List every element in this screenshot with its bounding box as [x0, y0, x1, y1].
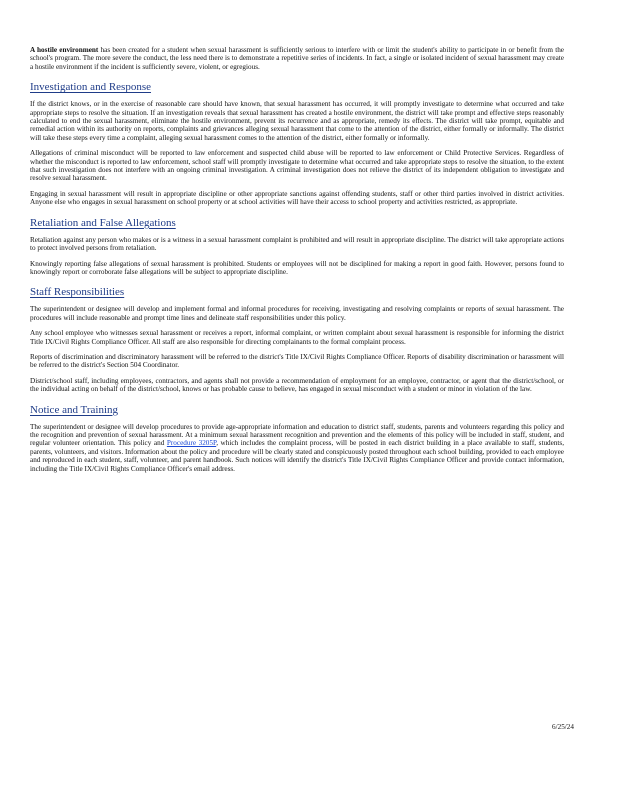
- section-heading-retaliation: [30, 217, 564, 229]
- document-page: [30, 46, 564, 480]
- staff-paragraph-2: Any school employee who witnesses sexual harassment or receives a report, informal complaint, or written complaint about sexual harassment is responsible for informing the district Title IX/Civil Rights Compliance Officer. All staff are also responsible for directing complainants to the formal complaint process.: [30, 329, 564, 346]
- page-date-footer: 6/25/24: [552, 723, 574, 731]
- investigation-heading-text: Investigation and Response: [30, 81, 151, 94]
- retaliation-paragraph-1: Retaliation against any person who makes or is a witness in a sexual harassment complaint is prohibited and will result in appropriate discipline. The district will take appropriate actions to protect involved persons from retaliation.: [30, 235, 564, 253]
- intro-text: has been created for a student when sexual harassment is sufficiently serious to interfere with or limit the student's ability to participate in or benefit from the school's program. The more severe the conduct, the less need there is to demonstrate a repetitive series of incidents. In fact, a single or isolated incident of sexual harassment may create a hostile environment if the incident is sufficiently severe, violent, or egregious.: [30, 46, 564, 71]
- intro-paragraph: [30, 46, 564, 71]
- intro-bold-term: A hostile environment: [30, 46, 99, 54]
- investigation-paragraph-1: If the district knows, or in the exercise of reasonable care should have known, that sexual harassment has occurred, it will promptly investigate to determine what occurred and take appropriate steps to resolve the situation. If an investigation reveals that sexual harassment has created a hostile environment, the district will take prompt and effective steps reasonably calculated to end the sexual harassment, eliminate the hostile environment, prevent its recurrence and as appropriate, remedy its effects. The district will take prompt, equitable and remedial action within its authority on reports, complaints and grievances alleging sexual harassment that come to the attention of the district, either formally or informally. The district will take these steps every time a complaint, alleging sexual harassment comes to the attention of the district, either formally or informally.: [30, 100, 564, 142]
- section-heading-notice: [30, 404, 564, 416]
- staff-heading-text: Staff Responsibilities: [30, 286, 125, 299]
- staff-paragraph-4: District/school staff, including employees, contractors, and agents shall not provide a recommendation of employment for an employee, contractor, or agent that the district/school, or the individual acting on behalf of the district/school, knows or has probable cause to believe, has engaged in sexual misconduct with a student or minor in violation of the law.: [30, 376, 564, 394]
- notice-heading-text: Notice and Training: [30, 403, 118, 416]
- investigation-paragraph-2: Allegations of criminal misconduct will be reported to law enforcement and suspected child abuse will be reported to law enforcement or Child Protective Services. Regardless of whether the misconduct is reported to law enforcement, school staff will promptly investigate to determine what occurred and take appropriate steps to resolve the situation, to the extent that such investigation does not interfere with an ongoing criminal investigation. A criminal investigation does not relieve the district of its independent obligation to investigate and resolve sexual harassment.: [30, 149, 564, 183]
- section-heading-investigation: [30, 81, 564, 93]
- staff-paragraph-3: Reports of discrimination and discriminatory harassment will be referred to the district's Title IX/Civil Rights Compliance Officer. Reports of disability discrimination or harassment will be referred to the district's Section 504 Coordinator.: [30, 352, 564, 370]
- section-heading-staff: [30, 286, 564, 298]
- retaliation-heading-text: Retaliation and False Allegations: [30, 216, 176, 229]
- notice-text-part-2: , which includes the complaint process, will be posted in each district building in a place available to staff, students, parents, volunteers, and visitors. Information about the policy and procedure will be clearly stated and conspicuously posted throughout each school building, provided to each employee and reproduced in each student, staff, volunteer, and parent handbook. Such notices will identify the district's Title IX/Civil Rights Compliance Officer and provide contact information, including the Title IX/Civil Rights Compliance Officer's email address.: [30, 439, 565, 473]
- staff-paragraph-1: The superintendent or designee will develop and implement formal and informal procedures for receiving, investigating and resolving complaints or reports of sexual harassment. The procedures will include reasonable and prompt time lines and delineate staff responsibilities under this policy.: [30, 305, 564, 322]
- notice-text-part-1: The superintendent or designee will develop procedures to provide age-appropriate information and education to district staff, students, parents and volunteers regarding this policy and the recognition and prevention of sexual harassment. At a minimum sexual harassment recognition and prevention and the elements of this policy will be included in staff, student, and regular volunteer orientation. This policy and: [30, 422, 564, 448]
- notice-paragraph-1: [30, 423, 564, 473]
- retaliation-paragraph-2: Knowingly reporting false allegations of sexual harassment is prohibited. Students or employees will not be disciplined for making a report in good faith. However, persons found to knowingly report or corroborate false allegations will be subject to appropriate discipline.: [30, 259, 564, 276]
- investigation-paragraph-3: Engaging in sexual harassment will result in appropriate discipline or other appropriate sanctions against offending students, staff or other third parties involved in district activities. Anyone else who engages in sexual harassment on school property or at school activities will have their access to school property and activities restricted, as appropriate.: [30, 189, 564, 207]
- procedure-3205p-link[interactable]: Procedure 3205P: [166, 439, 217, 448]
